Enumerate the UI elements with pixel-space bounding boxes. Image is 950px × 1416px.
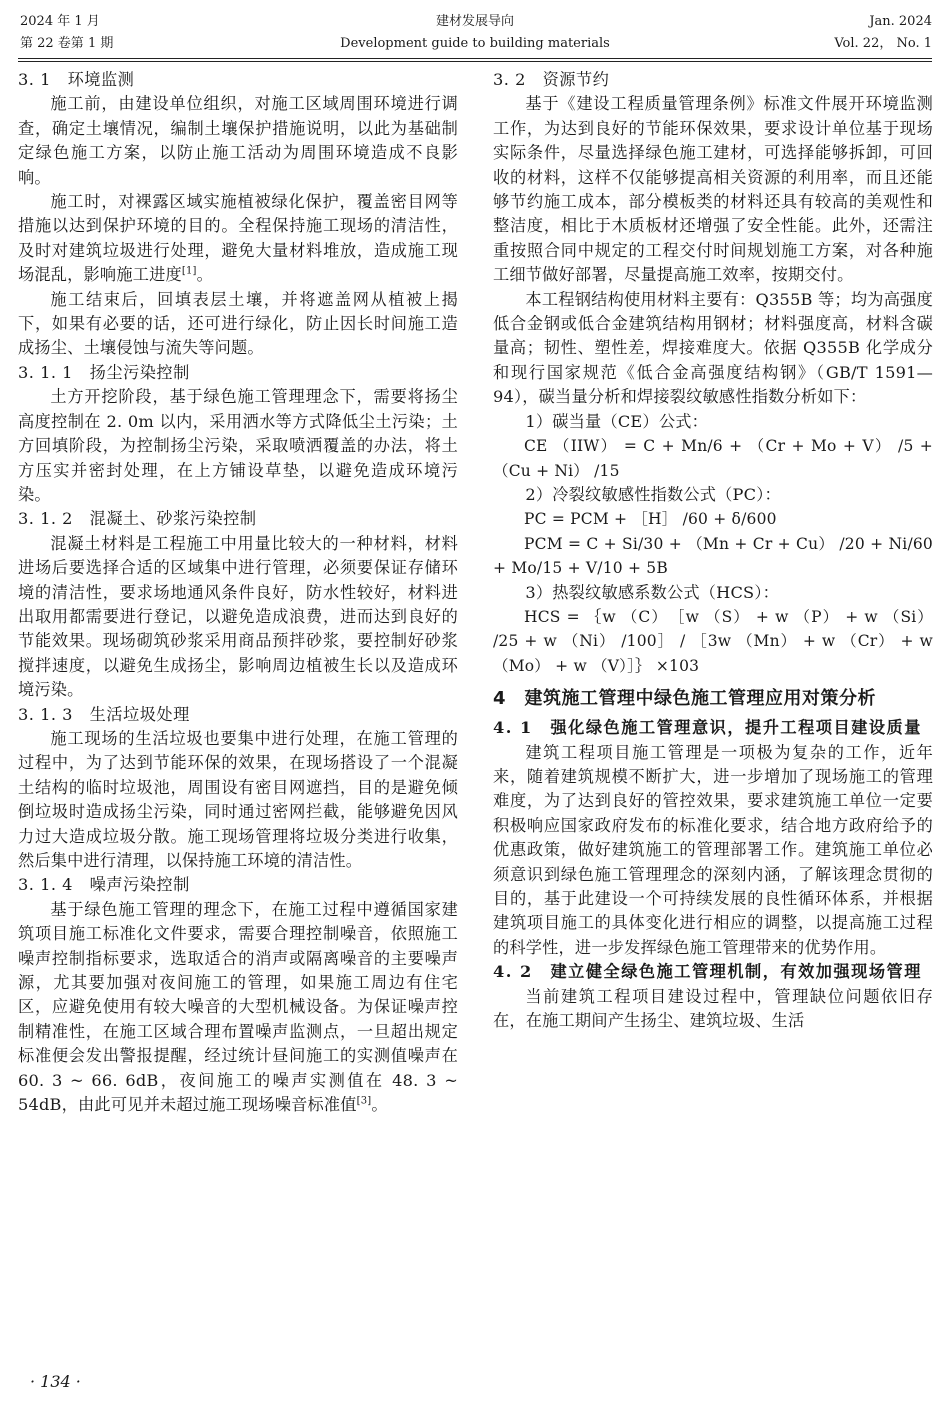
paragraph: 施工现场的生活垃圾也要集中进行处理，在施工管理的过程中，为了达到节能环保的效果，在现场搭设了一个混凝土结构的临时垃圾池，周围设有密目网遮挡，目的是避免倾倒垃圾时造成扬尘污染，同时通过密网拦截，能够避免因风力过大造成垃圾分散。施工现场管理将垃圾分类进行收集，然后集中进行清理，以保持施工环境的清洁性。 [18,728,458,870]
header-date: 2024 年 1 月 [20,14,100,29]
left-column [18,68,458,1117]
section-3-1-3-heading: 3. 1. 3 生活垃圾处理 [18,704,190,724]
paragraph: 混凝土材料是工程施工中用量比较大的一种材料，材料进场后要选择合适的区域集中进行管理，必须要保证存储环境的清洁性，要求场地通风条件良好，防水性较好，材料进出取用都需要进行登记，以避免造成浪费，进而达到良好的节能效果。现场砌筑砂浆采用商品预拌砂浆，要控制好砂浆搅拌速度，以避免生成扬尘，影响周边植被生长以及造成环境污染。 [18,533,458,700]
paragraph: 施工前，由建设单位组织，对施工区域周围环境进行调查，确定土壤情况，编制土壤保护措施说明，以此为基础制定绿色施工方案，以防止施工活动为周围环境造成不良影响。 [18,94,458,187]
right-column [493,68,933,1033]
paragraph: 建筑工程项目施工管理是一项极为复杂的工作，近年来，随着建筑规模不断扩大，进一步增加了现场施工的管理难度，为了达到良好的管控效果，要求建筑施工单位一定要积极响应国家政府发布的标准化要求，结合地方政府给予的优惠政策，做好建筑施工的管理部署工作。建筑施工单位必须意识到绿色施工管理理念的深刻内涵，了解该理念贯彻的目的，基于此建设一个可持续发展的良性循环体系，并根据建筑项目施工的具体变化进行相应的调整，以提高施工过程的科学性，进一步发挥绿色施工管理带来的优势作用。 [493,742,933,957]
citation-ref: [3] [356,1095,372,1107]
formula-hcs: HCS = ｛w （C） ［w （S） + w （P） + w （Si） /25 + w （Ni） /100］ / ［3w （Mn） + w （Cr） + w（Mo） + w （V）］｝ ×103 [493,607,933,675]
header-volume: 第 22 卷第 1 期 [20,36,114,51]
section-4-2-heading: 4. 2 建立健全绿色施工管理机制，有效加强现场管理 [493,962,922,982]
section-3-1-1-heading: 3. 1. 1 扬尘污染控制 [18,362,190,382]
formula-pcm: PCM = C + Si/30 + （Mn + Cr + Cu） /20 + Ni/60 + Mo/15 + V/10 + 5B [493,534,933,578]
formula-label: 2）冷裂纹敏感性指数公式（PC）： [525,484,781,504]
formula-pc: PC = PCM + ［H］ /60 + δ/600 [524,510,777,529]
paragraph: 施工时，对裸露区域实施植被绿化保护，覆盖密目网等措施以达到保护环境的目的。全程保持施工现场的清洁性，及时对建筑垃圾进行处理，避免大量材料堆放，造成施工现场混乱，影响施工进度[1]。 [18,192,458,285]
paragraph: 基于《建设工程质量管理条例》标准文件展开环境监测工作，为达到良好的节能环保效果，要求设计单位基于现场实际条件，尽量选择绿色施工建材，可选择能够拆卸，可回收的材料，这样不仅能够提高相关资源的利用率，而且还能够节约施工成本，部分模板类的材料还具有较高的美观性和整洁度，相比于木质板材还增强了安全性能。此外，还需注重按照合同中规定的工程交付时间规划施工方案，对各种施工细节做好部署，尽量提高施工效率，按期交付。 [493,94,933,285]
section-3-2-heading: 3. 2 资源节约 [493,70,610,89]
section-3-1-heading: 3. 1 环境监测 [18,70,135,89]
header-volume-en: Vol. 22， No. 1 [834,36,932,51]
paragraph: 当前建筑工程项目建设过程中，管理缺位问题依旧存在，在施工期间产生扬尘、建筑垃圾、生活 [493,986,933,1031]
paragraph: 本工程钢结构使用材料主要有：Q355B 等；均为高强度低合金钢或低合金建筑结构用钢材；材料强度高，材料含碳量高；韧性、塑性差，焊接难度大。依据 Q355B 化学成分和现行国家规范《低合金高强度结构钢》（GB/T 1591—94），碳当量分析和焊接裂纹敏感性指数分析如下： [493,289,933,407]
paragraph: 施工结束后，回填表层土壤，并将遮盖网从植被上揭下，如果有必要的话，还可进行绿化，防止因长时间施工造成扬尘、土壤侵蚀与流失等问题。 [18,289,458,358]
header-rule-thin [18,61,932,62]
page-header [0,0,950,58]
header-date-en: Jan. 2024 [869,14,932,29]
formula-ce: CE （IIW） = C + Mn/6 + （Cr + Mo + V） /5 + （Cu + Ni） /15 [493,437,933,480]
formula-label: 1）碳当量（CE）公式： [525,411,708,431]
header-rule [18,58,932,59]
journal-title-cn: 建材发展导向 [435,14,514,29]
citation-ref: [1] [181,265,197,277]
page-number: · 134 · [30,1372,81,1391]
section-4-heading: 4 建筑施工管理中绿色施工管理应用对策分析 [493,688,877,710]
paragraph: 基于绿色施工管理的理念下，在施工过程中遵循国家建筑项目施工标准化文件要求，需要合理控制噪音，依照施工噪声控制指标要求，选取适合的消声或隔离噪音的主要噪声源，尤其要加强对夜间施工的管理，如果施工周边有住宅区，应避免使用有较大噪音的大型机械设备。为保证噪声控制精准性，在施工区域合理布置噪声监测点，一旦超出规定标准便会发出警报提醒，经过统计昼间施工的实测值噪声在 60. 3 ~ 66. 6dB，夜间施工的噪声实测值在 48. 3 ~ 54dB，由此可见并未超过施工现场噪音标准值[3]。 [18,899,458,1115]
section-4-1-heading: 4. 1 强化绿色施工管理意识，提升工程项目建设质量 [493,718,922,738]
journal-title-en: Development guide to building materials [340,36,610,51]
section-3-1-2-heading: 3. 1. 2 混凝土、砂浆污染控制 [18,509,257,529]
paragraph: 土方开挖阶段，基于绿色施工管理理念下，需要将扬尘高度控制在 2. 0m 以内，采用洒水等方式降低尘土污染；土方回填阶段，为控制扬尘污染，采取喷洒覆盖的办法，将土方压实并密封处理，在上方铺设草垫，以避免造成环境污染。 [18,387,458,504]
formula-label: 3）热裂纹敏感系数公式（HCS）： [525,582,780,602]
section-3-1-4-heading: 3. 1. 4 噪声污染控制 [18,875,190,895]
